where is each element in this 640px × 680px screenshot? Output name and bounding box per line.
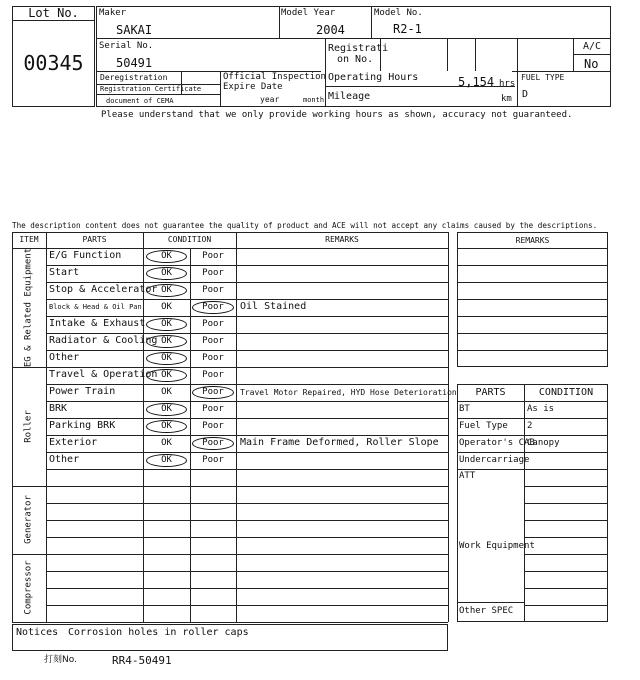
stamp-label: 打刻No.: [44, 655, 77, 665]
poor-circle: [192, 437, 234, 450]
registration-label-2: on No.: [337, 54, 374, 65]
table-row: [457, 469, 524, 470]
table-row: [46, 605, 448, 606]
part-name: Other: [49, 454, 80, 465]
poor-label: Poor: [202, 302, 224, 312]
right-part-name: Operator's CAB: [459, 438, 535, 448]
table-row: [457, 316, 608, 317]
table-row: [457, 418, 524, 419]
table-row: [524, 520, 608, 521]
operating-hours-value: 5,154: [458, 75, 495, 89]
right-part-name: Work Equipment: [459, 541, 535, 551]
part-name: Start: [49, 267, 80, 278]
model-no-label: Model No.: [374, 8, 423, 18]
model-no-value: R2-1: [393, 22, 422, 36]
table-row: [46, 333, 448, 334]
ok-label: OK: [161, 319, 172, 329]
notices-label: Notices: [16, 627, 59, 638]
right-part-condition: As is: [527, 404, 555, 414]
month-label: month: [303, 96, 325, 104]
poor-label: Poor: [202, 421, 224, 431]
remarks-text: Travel Motor Repaired, HYD Hose Deterioration: [240, 388, 457, 397]
table-row: [46, 418, 448, 419]
table-row: [46, 452, 448, 453]
table-row: [457, 401, 524, 402]
poor-label: Poor: [202, 251, 224, 261]
remarks-text: Main Frame Deformed, Roller Slope: [240, 437, 439, 448]
right-part-condition: Canopy: [527, 438, 560, 448]
model-year-value: 2004: [316, 23, 345, 37]
header-remarks: REMARKS: [325, 235, 359, 244]
table-row: [46, 537, 448, 538]
table-row: [457, 248, 608, 249]
table-row: [46, 469, 448, 470]
group-label: Roller: [23, 409, 34, 443]
part-name: Intake & Exhaust: [49, 318, 146, 329]
table-row: [524, 486, 608, 487]
part-name: BRK: [49, 403, 68, 414]
ok-label: OK: [161, 302, 172, 312]
poor-label: Poor: [202, 404, 224, 414]
poor-label: Poor: [202, 336, 224, 346]
poor-label: Poor: [202, 438, 224, 448]
cema-label: document of CEMA: [106, 97, 174, 105]
reg-cert-label: Registration Certificate: [100, 85, 202, 93]
accuracy-note: Please understand that we only provide working hours as shown, accuracy not guaranteed.: [101, 110, 573, 120]
table-top-line: [12, 232, 448, 233]
right-condition-header: CONDITION: [538, 387, 594, 398]
poor-label: Poor: [202, 370, 224, 380]
km-unit: km: [501, 94, 512, 104]
table-row: [46, 520, 448, 521]
table-row: [457, 299, 608, 300]
poor-circle: [192, 386, 234, 399]
table-vline: [12, 232, 13, 622]
table-row: [46, 435, 448, 436]
table-vline: [236, 232, 237, 622]
table-row: [524, 588, 608, 589]
table-row: [46, 299, 448, 300]
serial-value: 50491: [116, 56, 153, 70]
table-row: [524, 554, 608, 555]
poor-circle: [192, 301, 234, 314]
ok-label: OK: [161, 336, 172, 346]
group-label: Generator: [23, 495, 34, 544]
right-part-name: Other SPEC: [459, 606, 514, 616]
poor-label: Poor: [202, 455, 224, 465]
notices-value: Corrosion holes in roller caps: [68, 627, 249, 638]
model-year-label: Model Year: [281, 8, 336, 18]
lot-number: 00345: [23, 51, 84, 75]
table-row: [524, 418, 608, 419]
ok-circle: [146, 267, 187, 280]
table-row: [457, 452, 524, 453]
ok-circle: [146, 250, 187, 263]
fuel-type-value: D: [522, 89, 529, 100]
ok-circle: [146, 335, 187, 348]
ok-label: OK: [161, 285, 172, 295]
part-name: Exterior: [49, 437, 98, 448]
table-row: [457, 333, 608, 334]
ok-label: OK: [161, 251, 172, 261]
part-name: Other: [49, 352, 80, 363]
ok-circle: [146, 369, 187, 382]
year-label: year: [260, 95, 280, 104]
ok-label: OK: [161, 387, 172, 397]
ok-circle: [146, 420, 187, 433]
ok-circle: [146, 318, 187, 331]
ok-label: OK: [161, 404, 172, 414]
group-line: [12, 554, 448, 555]
poor-label: Poor: [202, 387, 224, 397]
hrs-unit: hrs: [499, 79, 516, 89]
header-parts: PARTS: [82, 235, 107, 244]
table-row: [524, 452, 608, 453]
group-line: [12, 367, 448, 368]
stamp-value: RR4-50491: [112, 654, 172, 667]
right-part-name: Undercarriage: [459, 455, 530, 465]
mileage-label: Mileage: [328, 91, 371, 102]
ok-label: OK: [161, 268, 172, 278]
table-row: [46, 401, 448, 402]
poor-label: Poor: [202, 353, 224, 363]
inspection-label-1: Official Inspection: [223, 72, 326, 82]
right-parts-header: PARTS: [475, 387, 506, 398]
right-part-name: Fuel Type: [459, 421, 508, 431]
serial-label: Serial No.: [99, 41, 154, 51]
ok-circle: [146, 284, 187, 297]
ok-label: OK: [161, 370, 172, 380]
ok-label: OK: [161, 438, 172, 448]
header-item: ITEM: [19, 235, 39, 244]
ok-circle: [146, 454, 187, 467]
table-row: [46, 384, 448, 385]
table-row: [46, 503, 448, 504]
table-row: [457, 435, 524, 436]
table-row: [524, 401, 608, 402]
inspection-label-2: Expire Date: [223, 82, 283, 92]
part-name: Travel & Operation: [49, 369, 158, 380]
right-part-name: BT: [459, 404, 470, 414]
lot-label: Lot No.: [28, 6, 79, 20]
ok-label: OK: [161, 455, 172, 465]
table-row: [46, 588, 448, 589]
poor-label: Poor: [202, 268, 224, 278]
part-name: Parking BRK: [49, 420, 116, 431]
part-name: Radiator & Cooling: [49, 335, 158, 346]
part-name: Power Train: [49, 386, 116, 397]
table-row: [46, 316, 448, 317]
registration-label-1: Registrati: [328, 43, 389, 54]
disclaimer-text: The description content does not guarantee the quality of product and ACE will not accept any claims caused by the descriptions.: [12, 221, 598, 230]
ok-label: OK: [161, 421, 172, 431]
table-row: [457, 265, 608, 266]
table-row: [524, 469, 608, 470]
table-row: [457, 350, 608, 351]
table-row: [457, 602, 524, 603]
table-vline: [448, 232, 449, 622]
operating-hours-label: Operating Hours: [328, 72, 419, 83]
table-header-line: [12, 248, 448, 249]
table-row: [46, 350, 448, 351]
right-part-condition: 2: [527, 421, 533, 431]
group-label: EG & Related Equipment: [23, 247, 34, 367]
right-part-name: ATT: [459, 471, 476, 481]
table-row: [524, 435, 608, 436]
group-line: [12, 486, 448, 487]
table-row: [524, 605, 608, 606]
deregistration-label: Deregistration: [100, 73, 168, 82]
part-name: Stop & Accelerator: [49, 284, 158, 295]
table-row: [46, 282, 448, 283]
poor-label: Poor: [202, 285, 224, 295]
ok-circle: [146, 403, 187, 416]
table-row: [524, 571, 608, 572]
maker-value: SAKAI: [116, 23, 153, 37]
ok-label: OK: [161, 353, 172, 363]
header-condition: CONDITION: [167, 235, 212, 244]
poor-label: Poor: [202, 319, 224, 329]
ac-value: No: [584, 57, 599, 71]
part-name: E/G Function: [49, 250, 122, 261]
table-row: [457, 282, 608, 283]
part-name: Block & Head & Oil Pan: [49, 303, 142, 311]
ok-circle: [146, 352, 187, 365]
group-label: Compressor: [23, 560, 34, 615]
right-remarks-header: REMARKS: [515, 236, 550, 245]
fuel-type-label: FUEL TYPE: [521, 73, 565, 82]
table-row: [524, 537, 608, 538]
table-row: [46, 265, 448, 266]
maker-label: Maker: [99, 8, 127, 18]
group-line: [12, 622, 448, 623]
table-row: [46, 571, 448, 572]
ac-label: A/C: [583, 41, 602, 52]
table-row: [524, 503, 608, 504]
table-vline: [46, 232, 47, 622]
remarks-text: Oil Stained: [240, 301, 307, 312]
